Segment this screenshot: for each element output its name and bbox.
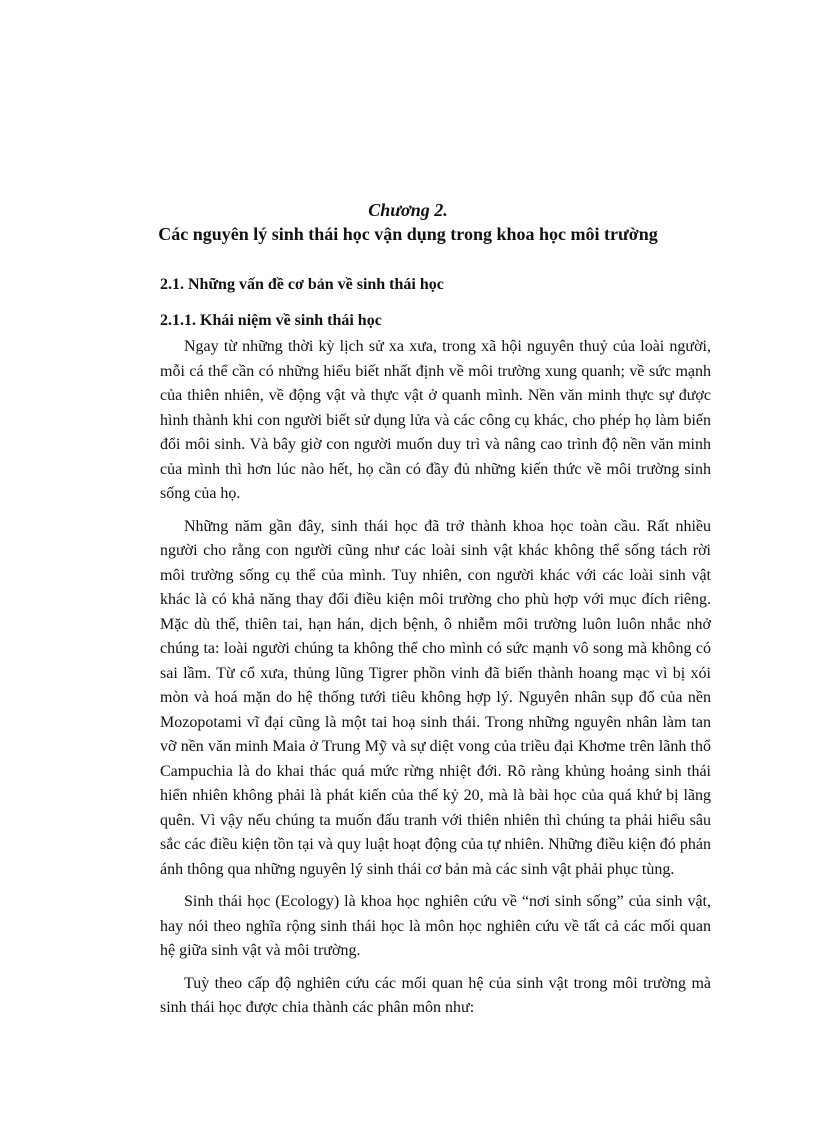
section-heading: 2.1. Những vấn đề cơ bản về sinh thái học xyxy=(160,276,444,293)
paragraph: Sinh thái học (Ecology) là khoa học nghiên cứu về “nơi sinh sống” của sinh vật, hay nói theo nghĩa rộng sinh thái học là môn học nghiên cứu về tất cả các mối quan hệ giữa sinh vật và môi trường. xyxy=(160,893,711,959)
paragraph: Tuỳ theo cấp độ nghiên cứu các mối quan hệ của sinh vật trong môi trường mà sinh thái học được chia thành các phân môn như: xyxy=(160,974,711,1016)
body-text xyxy=(160,335,711,1029)
chapter-number: Chương 2. xyxy=(368,200,448,220)
paragraph: Những năm gần đây, sinh thái học đã trở thành khoa học toàn cầu. Rất nhiều người cho rằng con người cũng như các loài sinh vật khác không thể sống tách rời môi trường sống cụ thể của mình. Tuy nhiên, con người khác với các loài sinh vật khác là có khả năng thay đổi điều kiện môi trường cho phù hợp với mục đích riêng. Mặc dù thế, thiên tai, hạn hán, dịch bệnh, ô nhiễm môi trường luôn luôn nhắc nhở chúng ta: loài người chúng ta không thể cho mình có sức mạnh vô song mà không có sai lầm. Từ cổ xưa, thủng lũng Tigrer phồn vinh đã biến thành hoang mạc vì bị xói mòn và hoá mặn do hệ thống tưới tiêu không hợp lý. Nguyên nhân sụp đổ của nền Mozopotami vĩ đại cũng là một tai hoạ sinh thái. Trong những nguyên nhân làm tan vỡ nền văn minh Maia ở Trung Mỹ và sự diệt vong của triều đại Khơme trên lãnh thổ Campuchia là do khai thác quá mức rừng nhiệt đới. Rõ ràng khủng hoảng sinh thái hiển nhiên không phải là phát kiến của thế kỷ 20, mà là bài học của quá khứ bị lãng quên. Vì vậy nếu chúng ta muốn đấu tranh với thiên nhiên thì chúng ta phải hiểu sâu sắc các điều kiện tồn tại và quy luật hoạt động của tự nhiên. Những điều kiện đó phản ánh thông qua những nguyên lý sinh thái cơ bản mà các sinh vật phải phục tùng. xyxy=(160,517,711,878)
subsection-heading: 2.1.1. Khái niệm về sinh thái học xyxy=(160,312,382,329)
paragraph: Ngay từ những thời kỳ lịch sử xa xưa, trong xã hội nguyên thuỷ của loài người, mỗi cá thể cần có những hiểu biết nhất định về môi trường xung quanh; về sức mạnh của thiên nhiên, về động vật và thực vật ở quanh mình. Nền văn minh thực sự được hình thành khi con người biết sử dụng lửa và các công cụ khác, cho phép họ làm biến đổi môi sinh. Và bây giờ con người muốn duy trì và nâng cao trình độ nền văn minh của mình thì hơn lúc nào hết, họ cần có đầy đủ những kiến thức về môi trường sinh sống của họ. xyxy=(160,338,711,502)
chapter-title: Các nguyên lý sinh thái học vận dụng trong khoa học môi trường xyxy=(158,224,658,244)
